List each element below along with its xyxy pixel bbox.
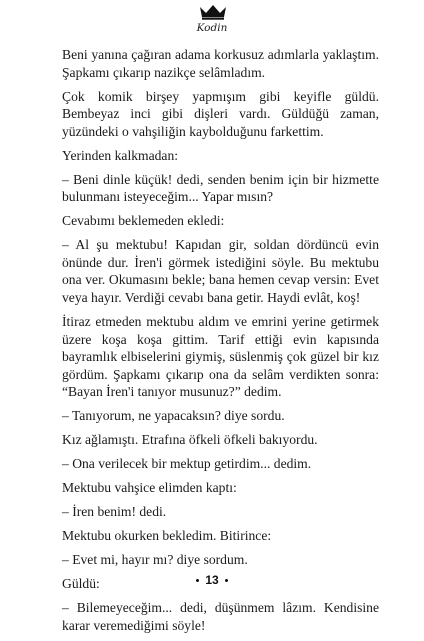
paragraph: – Tanıyorum, ne yapacaksın? diye sordu. (62, 408, 285, 424)
crown-icon (198, 4, 228, 20)
paragraph: – Evet mi, hayır mı? diye sordum. (62, 552, 248, 568)
paragraph: – İren benim! dedi. (62, 504, 167, 520)
paragraph: İtiraz etmeden mektubu aldım ve emrini yerine getirmek üzere koşa koşa gittim. Tarif ettiği evin kapısında bayramlık elbiselerini giymiş, süslenmiş çok güzel bir kız gördüm. Şapkamı çıkarıp ona da selâm verdikten sonra: “Bayan İren'i tanıyor musunuz?” dedim. (62, 314, 379, 400)
paragraph: Yerinden kalkmadan: (62, 147, 179, 163)
paragraph: Kız ağlamıştı. Etrafına öfkeli öfkeli bakıyordu. (62, 432, 318, 448)
paragraph: Beni yanına çağıran adama korkusuz adımlarla yaklaştım. Şapkamı çıkarıp nazikçe selâmladım. (62, 47, 379, 80)
paragraph: – Ona verilecek bir mektup getirdim... dedim. (62, 456, 312, 472)
bullet-dot-icon (225, 579, 228, 582)
paragraph: Mektubu okurken bekledim. Bitirince: (62, 528, 272, 544)
body-text (62, 46, 379, 641)
page-number: 13 (205, 573, 219, 587)
running-head-title: Kodin (196, 22, 228, 34)
paragraph: Çok komik birşey yapmışım gibi keyifle güldü. Bembeyaz inci gibi dişleri vardı. Güldüğü zaman, yüzündeki o vahşiliğin kaybolduğunu farkettim. (62, 88, 379, 139)
bullet-dot-icon (196, 579, 199, 582)
paragraph: – Beni dinle küçük! dedi, senden benim için bir hizmette bulunmanı isteyeceğim... Yapar mısın? (62, 171, 379, 205)
paragraph: – Bilemeyeceğim... dedi, düşünmem lâzım. Kendisine karar veremediğimi söyle! (62, 600, 379, 633)
paragraph: – Al şu mektubu! Kapıdan gir, soldan dördüncü evin önünde dur. İren'i görmek istediğini söyle. Bu mektubu ona ver. Okumasını bekle; bana hemen cevap versin: Evet veya hayır. Verdiği cevabı bana getir. Haydi evlât, koş! (62, 237, 379, 306)
paragraph: Cevabımı beklemeden ekledi: (62, 213, 225, 229)
paragraph: Mektubu vahşice elimden kaptı: (62, 480, 237, 496)
paragraph: Güldü: (62, 576, 100, 592)
page-number-footer (0, 573, 424, 587)
